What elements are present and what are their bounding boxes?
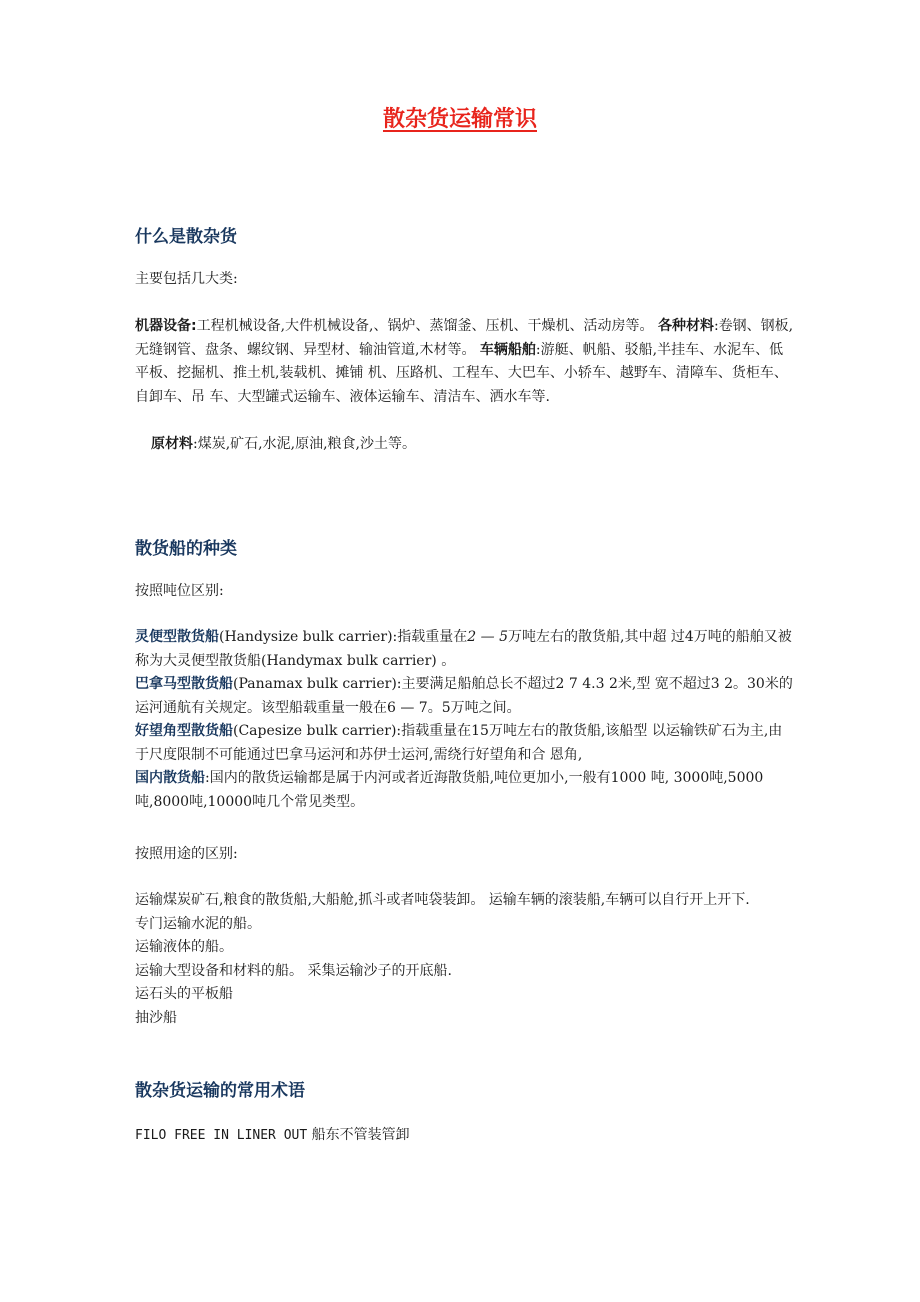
handysize-label: 灵便型散货船 [135, 629, 219, 645]
term-filo [135, 1124, 795, 1148]
raw-materials-paragraph [135, 433, 811, 457]
panamax-text: (Panamax bulk carrier):主要满足船舶总长不超过2 7 4.3 2米,型 宽不超过3 2。30米的运河通航有关规定。该型船载重量一般在6 — 7。5万吨之间。 [135, 676, 793, 716]
panamax-label: 巴拿马型散货船 [135, 676, 233, 692]
category-text: :卷钢、钢板,无缝钢管、盘条、螺纹钢、异型材、输油管道,木材等。 [135, 318, 794, 358]
use-item: 专门运输水泥的船。 [135, 915, 261, 932]
use-item: 运石头的平板船 [135, 986, 233, 1002]
use-item: 抽沙船 [135, 1009, 177, 1026]
uses-list [135, 889, 795, 1030]
raw-materials-label: 原材料 [151, 436, 193, 452]
use-item: 运输煤炭矿石,粮食的散货船,大船舱,抓斗或者吨袋装卸。 运输车辆的滚装船,车辆可以自行开上开下. [135, 892, 750, 908]
handysize-text-a: (Handysize bulk carrier):指载重量在 [219, 629, 468, 645]
category-label: 各种材料 [657, 318, 714, 334]
filo-text: 船东不管装管卸 [307, 1127, 410, 1143]
by-tonnage-label: 按照吨位区别: [135, 583, 224, 599]
categories-paragraph [135, 315, 795, 409]
handysize-text-b: 万吨左右的散货船,其中超 过4万吨的船舶又被称为大灵便型散货船(Handymax bulk carrier) 。 [135, 629, 792, 669]
category-text: 工程机械设备,大件机械设备,、锅炉、蒸馏釜、压机、干燥机、活动房等。 [196, 318, 658, 334]
domestic-label: 国内散货船 [135, 770, 205, 786]
filo-label: FILO FREE IN LINER OUT [135, 1128, 308, 1143]
capesize-label: 好望角型散货船 [135, 723, 233, 739]
handysize-range: 2 — 5 [467, 629, 508, 645]
capesize-text: (Capesize bulk carrier):指载重量在15万吨左右的散货船,该船型 以运输铁矿石为主,由于尺度限制不可能通过巴拿马运河和苏伊士运河,需绕行好望角和合 恩角, [135, 723, 783, 763]
category-text: :游艇、帆船、驳船,半挂车、水泥车、低平板、挖掘机、推土机,装载机、摊铺 机、压路机、工程车、大巴车、小轿车、越野车、清障车、货柜车、自卸车、吊 车、大型罐式运输车、液体运输车、清洁车、洒水车等. [135, 341, 788, 405]
section-heading-what-is-bulk: 什么是散杂货 [135, 227, 237, 247]
section-heading-ship-types: 散货船的种类 [135, 539, 237, 559]
intro-text: 主要包括几大类: [135, 271, 238, 287]
use-item: 运输大型设备和材料的船。 采集运输沙子的开底船. [135, 962, 452, 979]
ship-types-paragraph [135, 626, 795, 814]
by-use-label: 按照用途的区别: [135, 846, 238, 862]
category-label: 机器设备: [135, 318, 197, 334]
use-item: 运输液体的船。 [135, 939, 233, 955]
category-label: 车辆船舶 [479, 341, 536, 358]
section-heading-terms: 散杂货运输的常用术语 [135, 1081, 305, 1101]
domestic-text: :国内的散货运输都是属于内河或者近海散货船,吨位更加小,一般有1000 吨, 3000吨,5000吨,8000吨,10000吨几个常见类型。 [135, 770, 764, 810]
document-title: 散杂货运输常识 [382, 107, 537, 132]
raw-materials-text: :煤炭,矿石,水泥,原油,粮食,沙土等。 [193, 436, 416, 452]
